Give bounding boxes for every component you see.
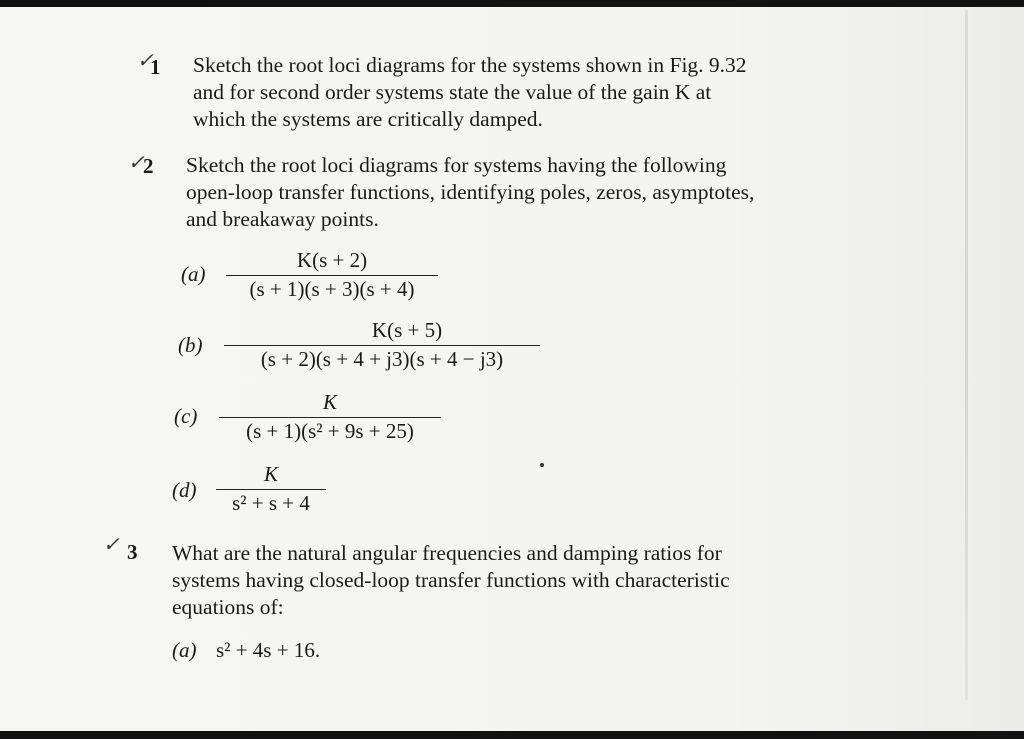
transfer-function-d [216, 462, 326, 516]
transfer-function-b [224, 318, 540, 372]
check-mark-icon: ✓ [128, 152, 145, 174]
text-line: open-loop transfer functions, identifying poles, zeros, asymptotes, [186, 180, 755, 204]
fraction-bar [216, 489, 326, 490]
question-number: 3 [127, 540, 138, 564]
text-line: Sketch the root loci diagrams for systems having the following [186, 153, 727, 177]
top-border [0, 0, 1024, 7]
question-2-text [186, 152, 754, 233]
check-mark-icon: ✓ [103, 534, 120, 556]
bottom-border [0, 731, 1024, 739]
denominator: s² + s + 4 [232, 491, 310, 516]
question-number: 2 [143, 154, 154, 178]
fraction-bar [219, 417, 441, 418]
check-mark-icon: ✓ [137, 50, 154, 72]
numerator: K [263, 462, 278, 486]
text-line: equations of: [172, 595, 284, 619]
question-3-text [172, 540, 730, 621]
text-line: systems having closed-loop transfer functions with characteristic [172, 568, 730, 592]
question-1-text [193, 52, 747, 133]
question-number: 1 [150, 55, 161, 79]
denominator: (s + 1)(s + 3)(s + 4) [249, 277, 415, 302]
denominator: (s + 1)(s² + 9s + 25) [246, 419, 414, 444]
text-line: What are the natural angular frequencies and damping ratios for [172, 541, 722, 565]
text-line: and breakaway points. [186, 207, 379, 231]
characteristic-equation: s² + 4s + 16. [216, 638, 321, 662]
page-edge-shadow [965, 10, 968, 700]
part-label: (b) [178, 333, 203, 357]
part-label: (a) [172, 638, 197, 662]
transfer-function-a [226, 248, 438, 302]
fraction-bar [226, 275, 438, 276]
denominator: (s + 2)(s + 4 + j3)(s + 4 − j3) [260, 347, 504, 372]
fraction-bar [224, 345, 540, 346]
numerator: K(s + 5) [371, 318, 443, 342]
transfer-function-c [219, 390, 441, 444]
text-line: which the systems are critically damped. [193, 107, 543, 131]
ink-speck [540, 463, 544, 467]
part-label: (d) [172, 478, 197, 502]
numerator: K(s + 2) [296, 248, 368, 272]
part-label: (c) [174, 404, 198, 428]
numerator: K [322, 390, 337, 414]
text-line: and for second order systems state the value of the gain K at [193, 80, 712, 104]
text-line: Sketch the root loci diagrams for the systems shown in Fig. 9.32 [193, 53, 747, 77]
part-label: (a) [181, 262, 206, 286]
